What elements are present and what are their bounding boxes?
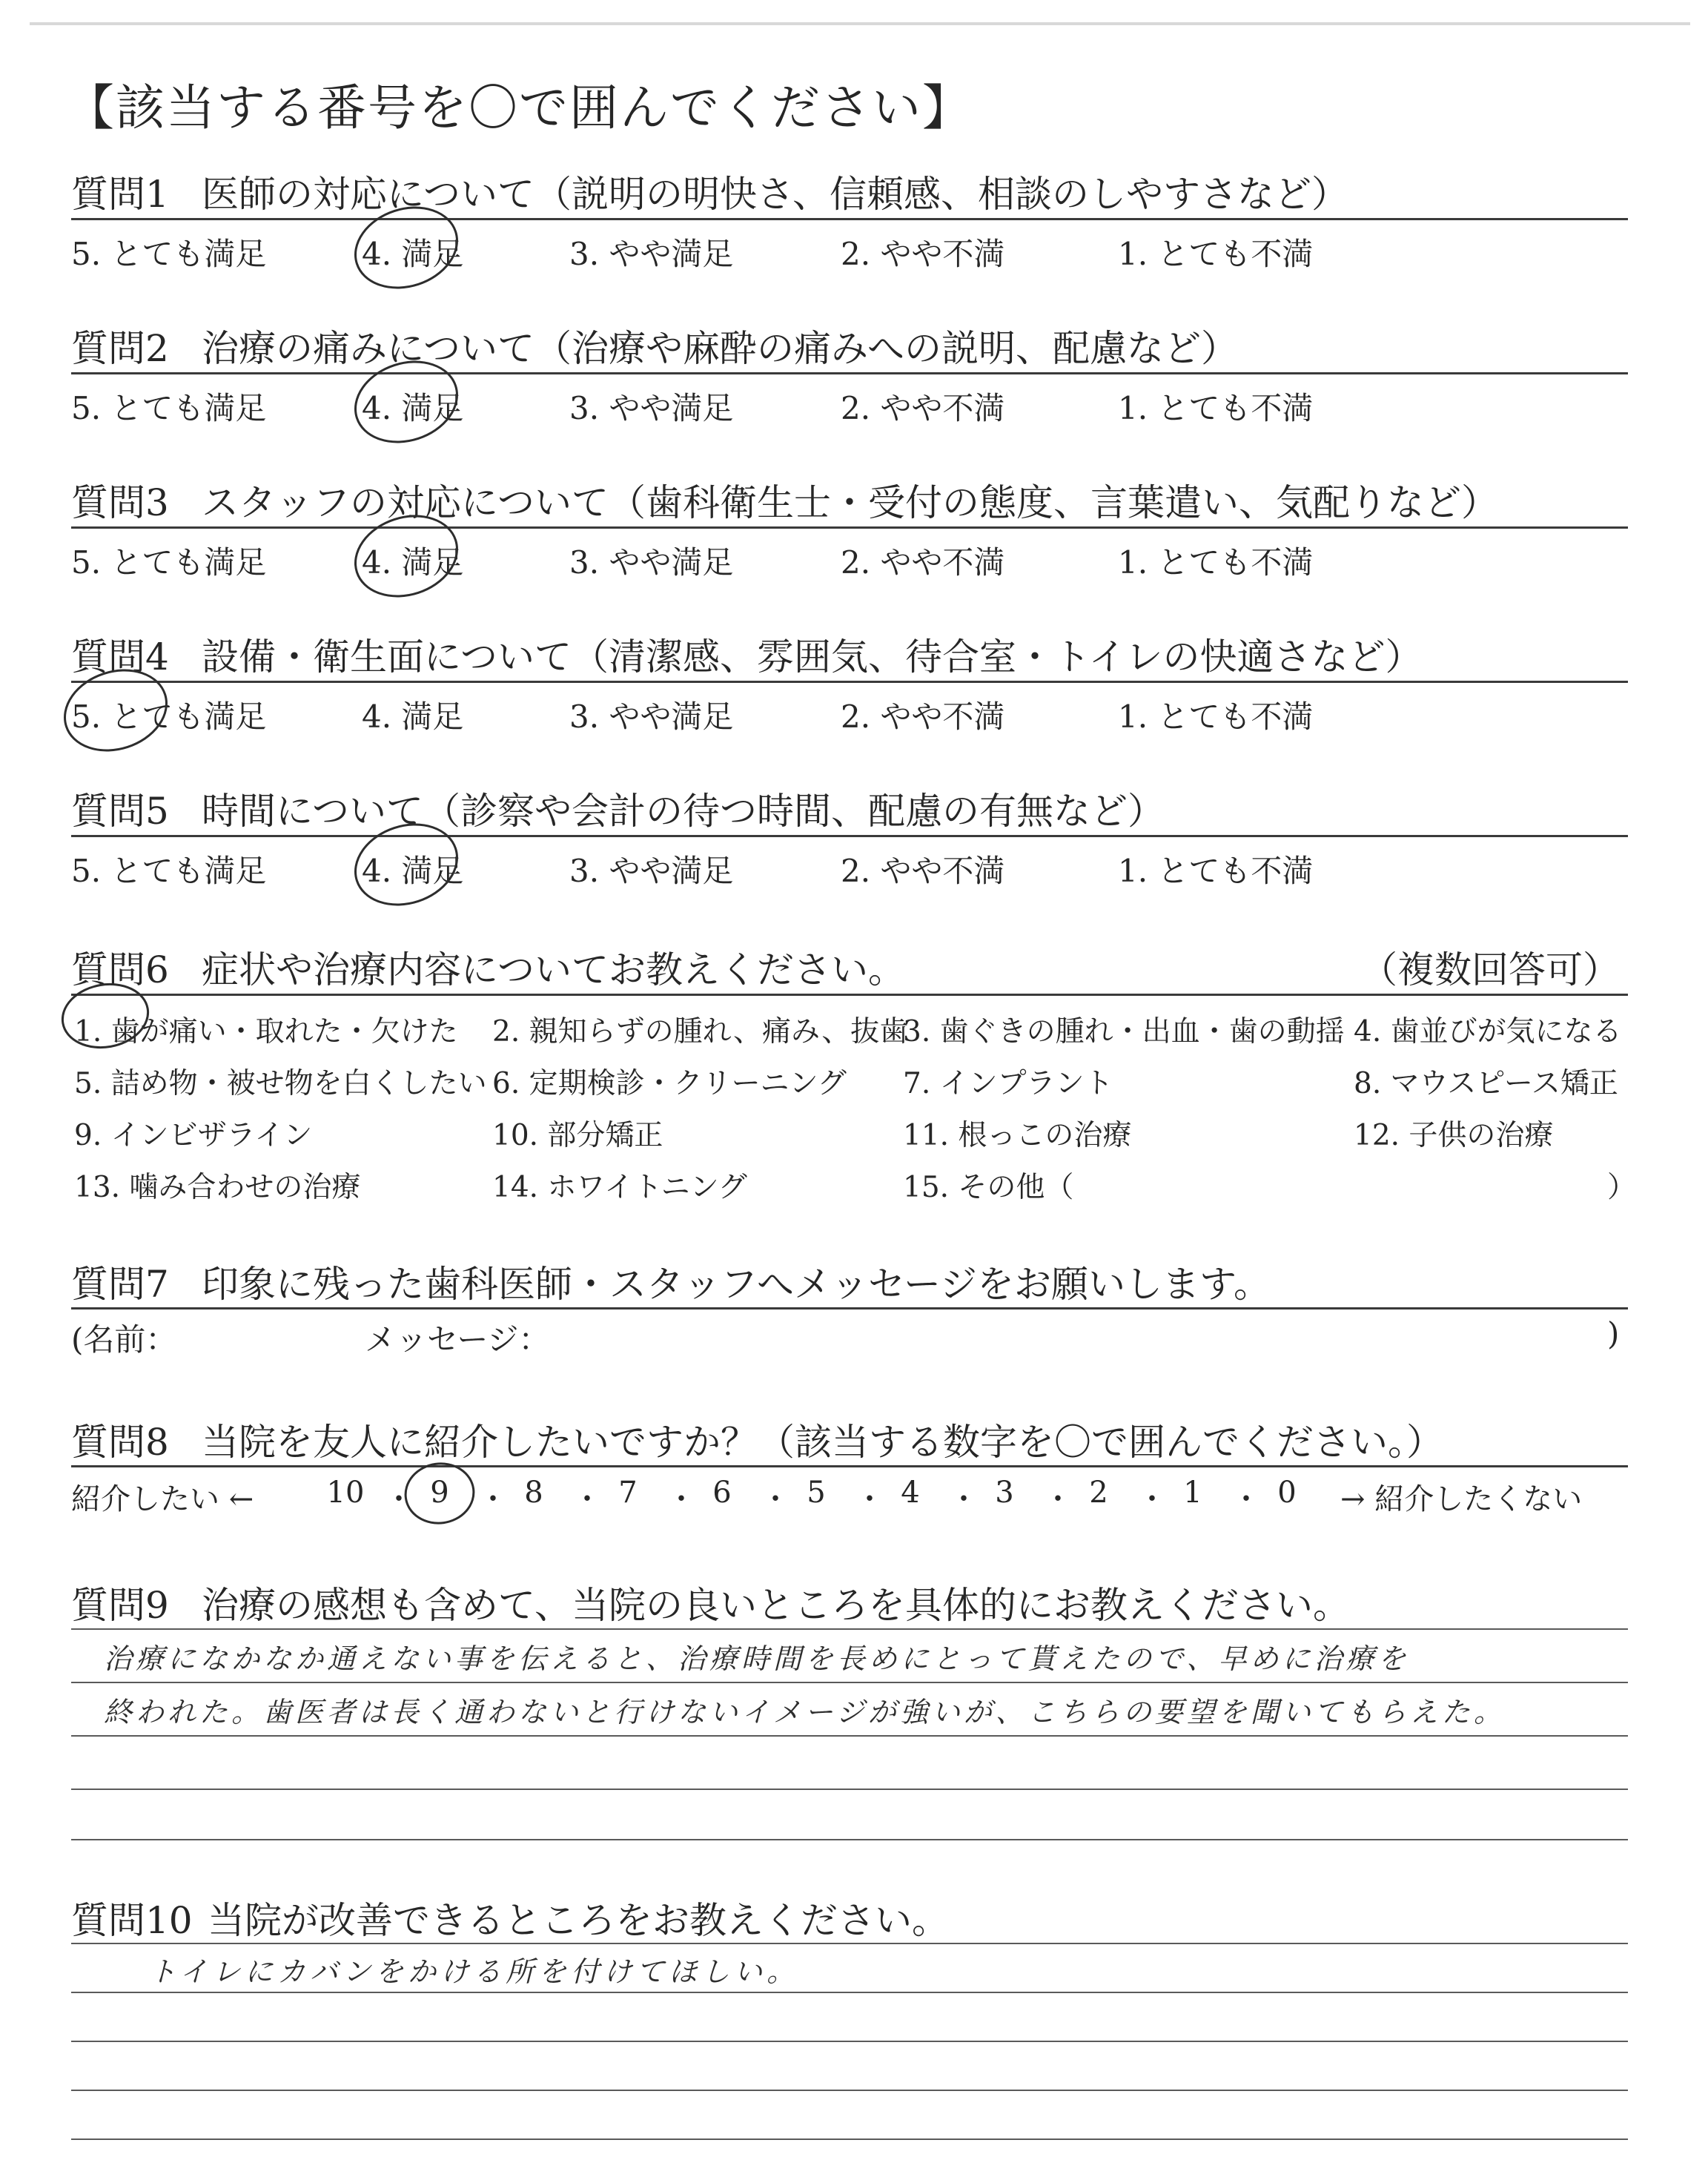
question-text: 時間について（診察や会計の待つ時間、配慮の有無など） <box>202 790 1165 833</box>
rating-option[interactable]: 3. やや満足 <box>569 236 734 272</box>
q6-other-close: ） <box>1607 1171 1637 1204</box>
q10-answer-line: トイレにカバンをかける所を付けてほしい。 <box>148 1955 800 1988</box>
page-title: 【該当する番号を〇で囲んでください】 <box>65 79 973 136</box>
question-label: 質問4 <box>71 635 169 678</box>
q8-scale-number[interactable]: 8 <box>524 1476 543 1510</box>
q7-message-label: メッセージ： <box>365 1321 550 1358</box>
rating-option[interactable]: 5. とても満足 <box>71 236 267 272</box>
q8-scale-number[interactable]: 4 <box>901 1476 920 1510</box>
q8-scale-number[interactable]: 1 <box>1183 1476 1202 1510</box>
q6-option[interactable]: 1. 歯が痛い・取れた・欠けた <box>74 1015 458 1048</box>
q8-label: 質問8 <box>71 1421 169 1464</box>
q8-scale-number[interactable]: 7 <box>618 1476 638 1510</box>
rating-option[interactable]: 3. やや満足 <box>569 390 734 426</box>
rating-option[interactable]: 3. やや満足 <box>569 698 734 735</box>
pen-circle <box>345 503 467 609</box>
q8-scale-separator: ・ <box>1231 1482 1261 1516</box>
q6-option[interactable]: 14. ホワイトニング <box>492 1171 747 1204</box>
q6-option[interactable]: 4. 歯並びが気になる <box>1354 1015 1622 1048</box>
q6-option[interactable]: 12. 子供の治療 <box>1354 1119 1554 1152</box>
q8-scale-separator: ・ <box>572 1482 602 1516</box>
q8-scale-separator: ・ <box>855 1482 884 1516</box>
q8-left-label: 紹介したい ← <box>71 1482 254 1516</box>
question-label: 質問3 <box>71 481 169 524</box>
q8-scale-number[interactable]: 9 <box>430 1476 449 1510</box>
rating-option[interactable]: 1. とても不満 <box>1118 544 1314 581</box>
question-text: 医師の対応について（説明の明快さ、信頼感、相談のしやすさなど） <box>202 173 1348 216</box>
q8-scale-number[interactable]: 5 <box>807 1476 826 1510</box>
q8-scale-number[interactable]: 6 <box>712 1476 732 1510</box>
rating-option[interactable]: 3. やや満足 <box>569 853 734 889</box>
q8-scale-separator: ・ <box>1137 1482 1167 1516</box>
rating-option[interactable]: 3. やや満足 <box>569 544 734 581</box>
q8-scale-number[interactable]: 0 <box>1277 1476 1297 1510</box>
question-label: 質問2 <box>71 327 169 370</box>
rating-option[interactable]: 2. やや不満 <box>841 698 1005 735</box>
rating-option[interactable]: 1. とても不満 <box>1118 698 1314 735</box>
q6-option[interactable]: 10. 部分矯正 <box>492 1119 663 1152</box>
pen-circle <box>345 812 467 917</box>
q6-text: 症状や治療内容についてお教えください。 <box>202 948 905 991</box>
q9-text: 治療の感想も含めて、当院の良いところを具体的にお教えください。 <box>202 1584 1350 1627</box>
q6-option[interactable]: 8. マウスピース矯正 <box>1354 1067 1618 1100</box>
q6-note: （複数回答可） <box>1360 948 1620 991</box>
q8-scale-number[interactable]: 2 <box>1089 1476 1108 1510</box>
rating-option[interactable]: 5. とても満足 <box>71 390 267 426</box>
rating-option[interactable]: 1. とても不満 <box>1118 236 1314 272</box>
q8-text: 当院を友人に紹介したいですか？（該当する数字を〇で囲んでください。） <box>202 1421 1443 1464</box>
rating-option[interactable]: 2. やや不満 <box>841 544 1005 581</box>
pen-circle <box>54 658 176 763</box>
q6-option[interactable]: 9. インビザライン <box>74 1119 313 1152</box>
rating-option[interactable]: 1. とても不満 <box>1118 390 1314 426</box>
q9-answer-line: 治療になかなか通えない事を伝えると、治療時間を長めにとって貰えたので、早めに治療を <box>104 1642 1410 1675</box>
rating-option[interactable]: 2. やや不満 <box>841 236 1005 272</box>
q8-scale-separator: ・ <box>949 1482 979 1516</box>
q6-option[interactable]: 15. その他（ <box>903 1171 1074 1204</box>
rating-option[interactable]: 1. とても不満 <box>1118 853 1314 889</box>
q8-right-label: → 紹介したくない <box>1340 1482 1583 1516</box>
pen-circle <box>58 978 153 1054</box>
rating-option[interactable]: 5. とても満足 <box>71 544 267 581</box>
rating-option[interactable]: 4. 満足 <box>362 544 464 581</box>
question-text: 設備・衛生面について（清潔感、雰囲気、待合室・トイレの快適さなど） <box>202 635 1423 678</box>
pen-circle <box>345 349 467 455</box>
question-text: 治療の痛みについて（治療や麻酔の痛みへの説明、配慮など） <box>202 327 1238 370</box>
rating-option[interactable]: 5. とても満足 <box>71 698 267 735</box>
q10-text: 当院が改善できるところをお教えください。 <box>208 1899 949 1942</box>
q6-option[interactable]: 6. 定期検診・クリーニング <box>492 1067 847 1100</box>
rating-option[interactable]: 2. やや不満 <box>841 853 1005 889</box>
q9-answer-line: 終われた。歯医者は長く通わないと行けないイメージが強いが、こちらの要望を聞いてもらえた。 <box>104 1696 1506 1728</box>
q8-scale-separator: ・ <box>478 1482 508 1516</box>
rating-option[interactable]: 4. 満足 <box>362 698 464 735</box>
q9-label: 質問9 <box>71 1584 169 1627</box>
question-label: 質問1 <box>71 173 169 216</box>
rating-option[interactable]: 4. 満足 <box>362 853 464 889</box>
q6-option[interactable]: 5. 詰め物・被せ物を白くしたい <box>74 1067 487 1100</box>
pen-circle <box>402 1459 477 1527</box>
q8-scale-number[interactable]: 3 <box>995 1476 1014 1510</box>
pen-circle <box>345 195 467 300</box>
q7-close: ) <box>1607 1315 1620 1352</box>
q7-text: 印象に残った歯科医師・スタッフへメッセージをお願いします。 <box>202 1263 1271 1306</box>
question-text: スタッフの対応について（歯科衛生士・受付の態度、言葉遣い、気配りなど） <box>202 481 1498 524</box>
q6-label: 質問6 <box>71 948 169 991</box>
q6-option[interactable]: 7. インプラント <box>903 1067 1113 1100</box>
rating-option[interactable]: 2. やや不満 <box>841 390 1005 426</box>
q8-scale-separator: ・ <box>1043 1482 1073 1516</box>
q6-option[interactable]: 11. 根っこの治療 <box>903 1119 1132 1152</box>
q8-scale-number[interactable]: 10 <box>326 1476 365 1510</box>
q8-scale-separator: ・ <box>384 1482 414 1516</box>
q10-label: 質問10 <box>71 1899 193 1942</box>
q7-name-label: (名前： <box>71 1321 177 1358</box>
q7-label: 質問7 <box>71 1263 169 1306</box>
q6-option[interactable]: 13. 噛み合わせの治療 <box>74 1171 361 1204</box>
rating-option[interactable]: 4. 満足 <box>362 390 464 426</box>
q6-option[interactable]: 2. 親知らずの腫れ、痛み、抜歯 <box>492 1015 909 1048</box>
q6-option[interactable]: 3. 歯ぐきの腫れ・出血・歯の動揺 <box>903 1015 1345 1048</box>
rating-option[interactable]: 4. 満足 <box>362 236 464 272</box>
rating-option[interactable]: 5. とても満足 <box>71 853 267 889</box>
question-label: 質問5 <box>71 790 169 833</box>
q8-scale-separator: ・ <box>761 1482 790 1516</box>
q8-scale-separator: ・ <box>666 1482 696 1516</box>
